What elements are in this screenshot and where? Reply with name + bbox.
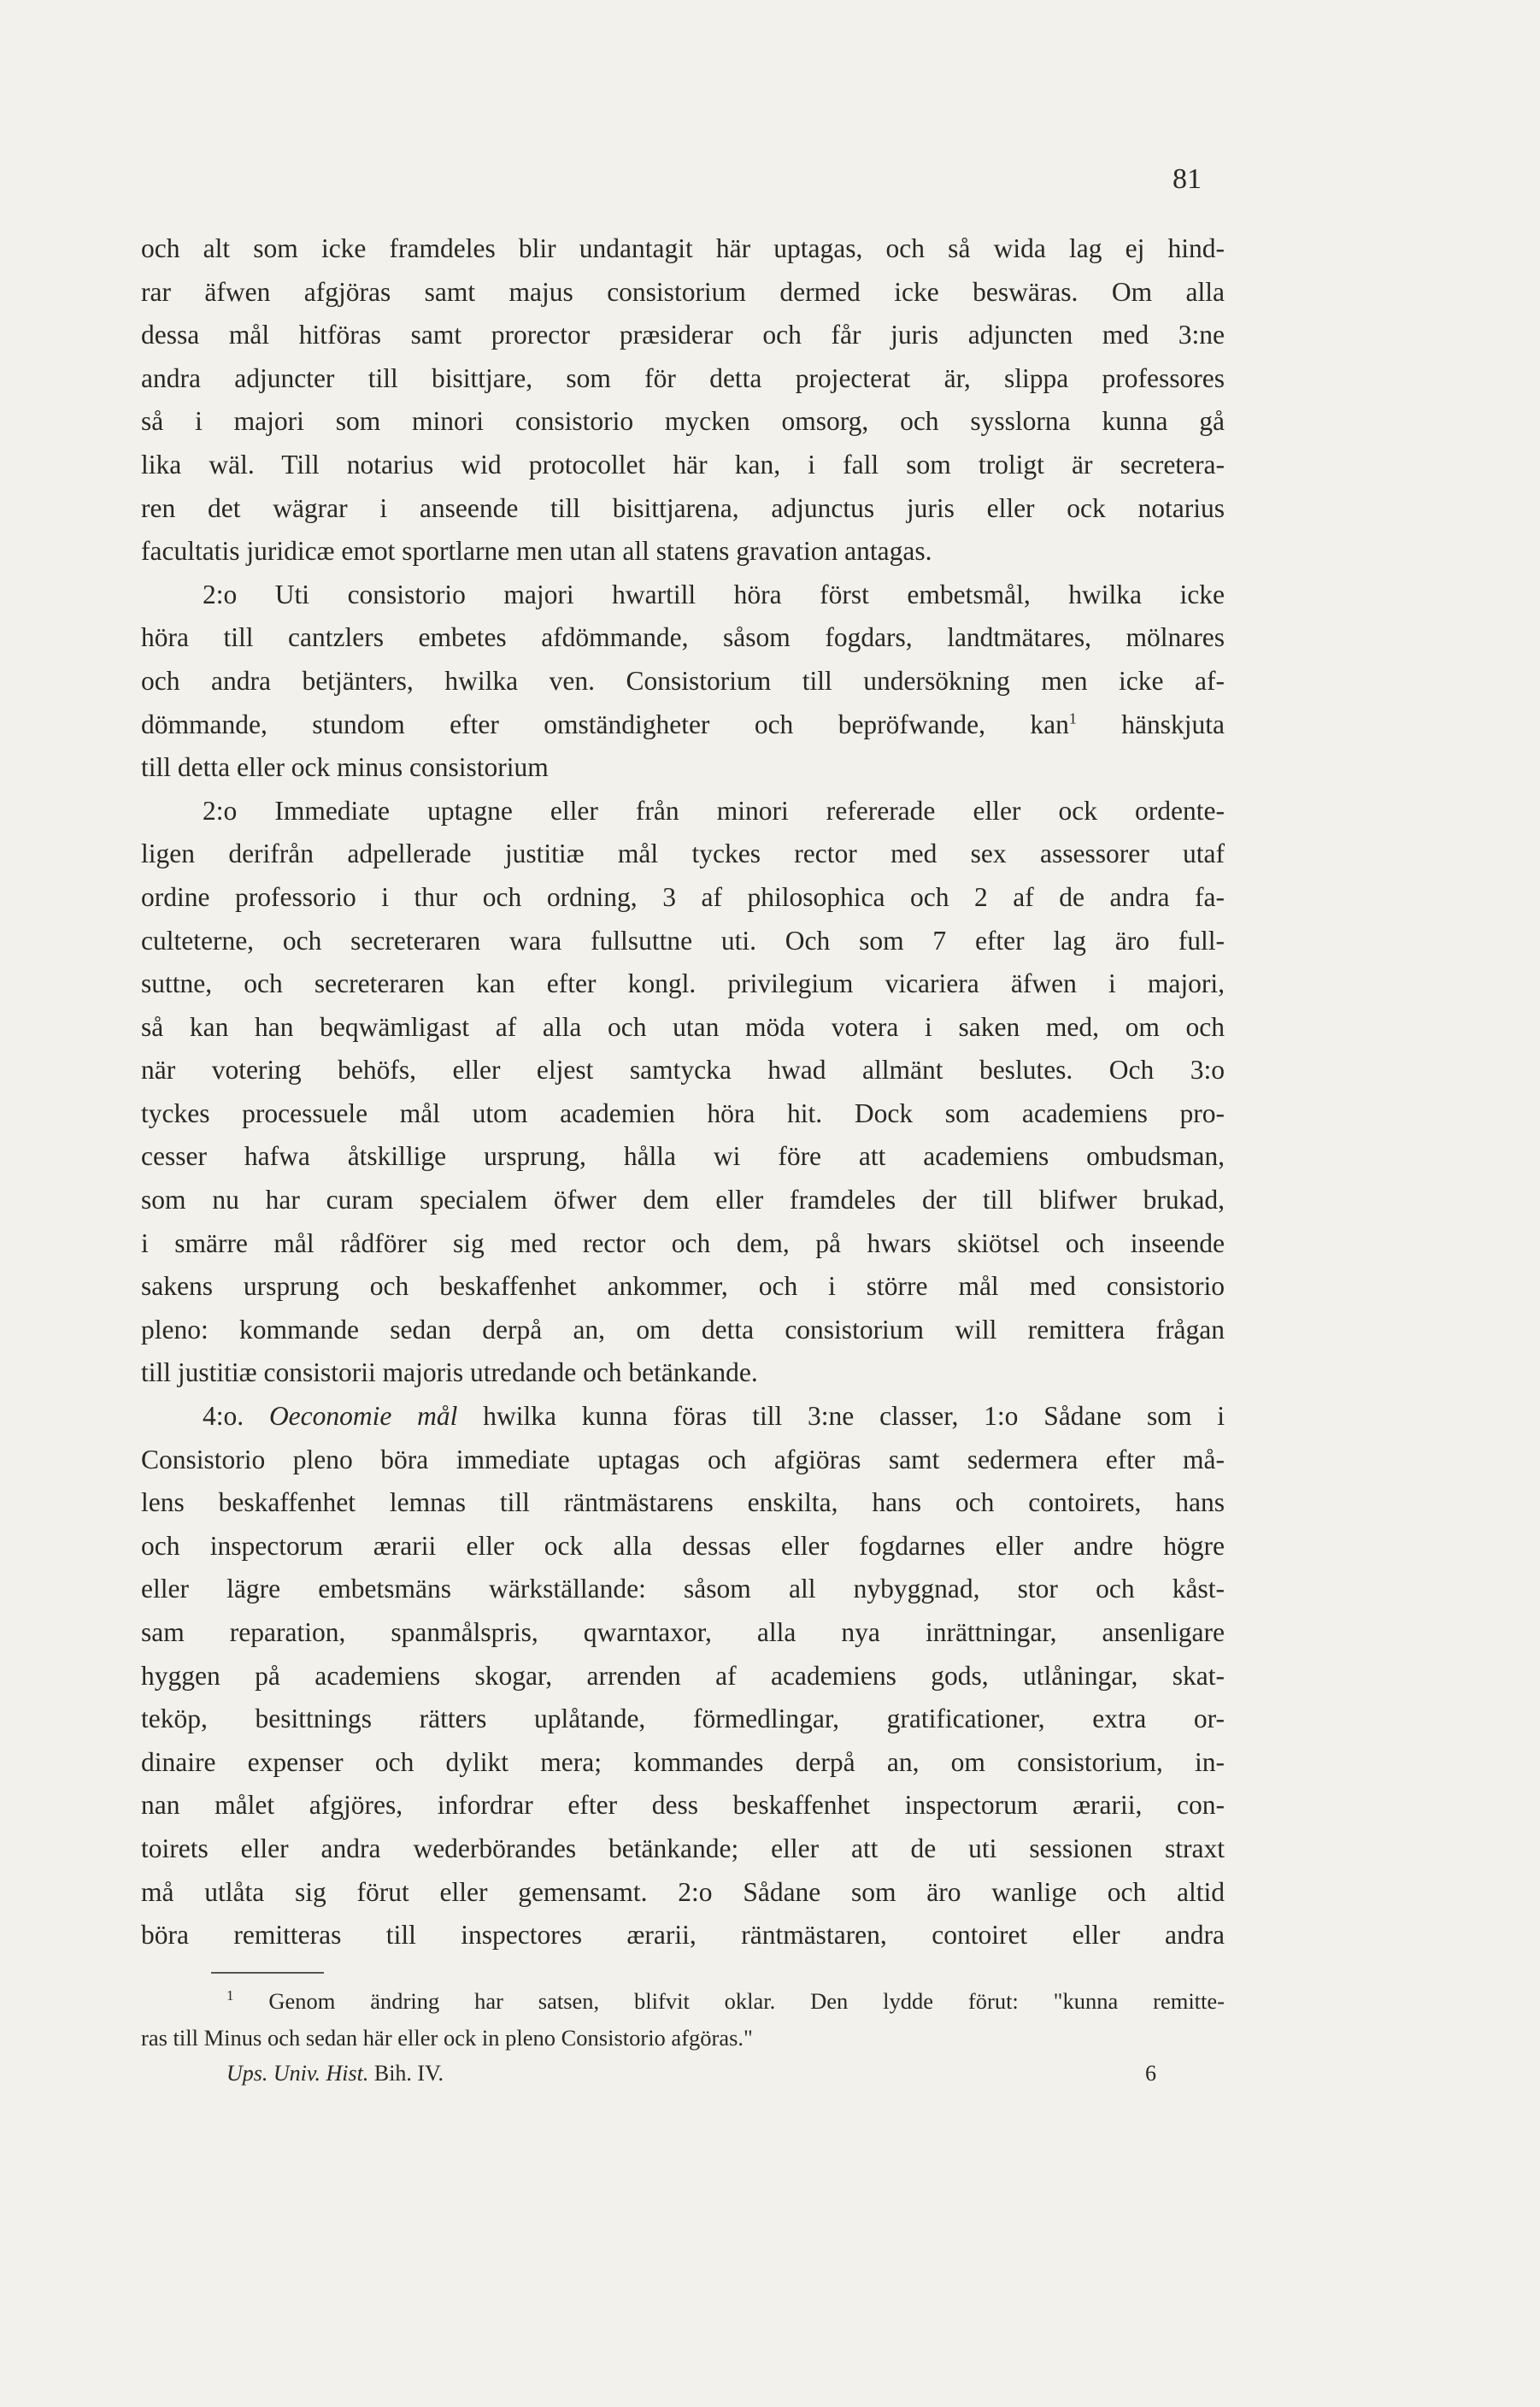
section-heading: Oeconomie mål (268, 1401, 458, 1432)
text-line: teköp, besittnings rätters uplåtande, förmedlingar, gratificationer, extra or- (141, 1704, 1225, 1734)
footnote-reference: 1 (1068, 709, 1077, 727)
text-line: så i majori som minori consistorio mycken omsorg, och sysslorna kunna gå (141, 406, 1225, 437)
text-line: när votering behöfs, eller eljest samtycka hwad allmänt beslutes. Och 3:o (141, 1055, 1225, 1086)
text-line: toirets eller andra wederbörandes betänkande; eller att de uti sessionen straxt (141, 1833, 1225, 1863)
section-number: 4:o. (203, 1401, 244, 1432)
text-line: som nu har curam specialem öfwer dem eller framdeles der till blifwer brukad, (141, 1185, 1225, 1215)
text-line: ligen derifrån adpellerade justitiæ mål tyckes rector med sex assessorer utaf (141, 839, 1225, 869)
footnote-text: Genom ändring har satsen, blifvit oklar. Den lydde förut: "kunna remitte- (268, 1988, 1225, 2014)
text-line: 2:o Immediate uptagne eller från minori refererade eller ock ordente- (203, 795, 1225, 826)
text-line: pleno: kommande sedan derpå an, om detta consistorium will remittera frågan (141, 1314, 1225, 1345)
text-fragment: hänskjuta (1121, 709, 1226, 739)
text-line: culteterne, och secreteraren wara fullsuttne uti. Och som 7 efter lag äro full- (141, 925, 1225, 956)
text-line: suttne, och secreteraren kan efter kongl. privilegium vicariera äfwen i majori, (141, 968, 1225, 999)
text-fragment: hwilka kunna föras till 3:ne classer, 1:o Sådane som i (483, 1401, 1226, 1432)
footnote-line (141, 1983, 1225, 2020)
text-line: eller lägre embetsmäns wärkställande: såsom all nybyggnad, stor och kåst- (141, 1574, 1225, 1604)
text-line: så kan han beqwämligast af alla och utan möda votera i saken med, om och (141, 1011, 1225, 1042)
text-line: dinaire expenser och dylikt mera; kommandes derpå an, om consistorium, in- (141, 1746, 1225, 1777)
text-line: ren det wägrar i anseende till bisittjarena, adjunctus juris eller ock notarius (141, 492, 1225, 523)
text-line: rar äfwen afgjöras samt majus consistorium dermed icke beswäras. Om alla (141, 276, 1225, 307)
text-line: må utlåta sig förut eller gemensamt. 2:o Sådane som äro wanlige och altid (141, 1876, 1225, 1907)
text-line: sam reparation, spanmålspris, qwarntaxor, alla nya inrättningar, ansenligare (141, 1617, 1225, 1647)
text-line: dessa mål hitföras samt prorector præsiderar och får juris adjuncten med 3:ne (141, 320, 1225, 350)
text-line (141, 1395, 1225, 1439)
text-fragment: dömmande, stundom efter omständigheter och bepröfwande, kan (141, 709, 1069, 739)
footnote-divider (211, 1972, 324, 1974)
text-line: andra adjuncter till bisittjare, som för detta projecterat är, slippa professores (141, 362, 1225, 393)
footnote (141, 1983, 1225, 2057)
text-line: ordine professorio i thur och ordning, 3 af philosophica och 2 af de andra fa- (141, 881, 1225, 912)
text-line: höra till cantzlers embetes afdömmande, såsom fogdars, landtmätares, mölnares (141, 622, 1225, 653)
text-line: i smärre mål rådförer sig med rector och dem, på hwars skiötsel och inseende (141, 1227, 1225, 1258)
text-line: och alt som icke framdeles blir undantagit här uptagas, och så wida lag ej hind- (141, 233, 1225, 263)
body-text (141, 227, 1225, 1957)
footnote-marker: 1 (226, 1987, 234, 2004)
signature-title: Ups. Univ. Hist. (226, 2061, 369, 2086)
text-line: nan målet afgjöres, infordrar efter dess beskaffenhet inspectorum ærarii, con- (141, 1790, 1225, 1821)
text-line: och inspectorum ærarii eller ock alla dessas eller fogdarnes eller andre högre (141, 1530, 1225, 1561)
text-line: Consistorio pleno böra immediate uptagas och afgiöras samt sedermera efter må- (141, 1444, 1225, 1474)
text-line: tyckes processuele mål utom academien höra hit. Dock som academiens pro- (141, 1098, 1225, 1128)
text-line: till detta eller ock minus consistorium (141, 752, 549, 783)
text-line: böra remitteras till inspectores ærarii, räntmästaren, contoiret eller andra (141, 1920, 1225, 1951)
text-line: och andra betjänters, hwilka ven. Consistorium till undersökning men icke af- (141, 665, 1225, 696)
text-line: hyggen på academiens skogar, arrenden af academiens gods, utlåningar, skat- (141, 1660, 1225, 1691)
text-line: lens beskaffenhet lemnas till räntmästarens enskilta, hans och contoirets, hans (141, 1487, 1225, 1518)
signature-suffix: Bih. IV. (373, 2061, 444, 2086)
sheet-number: 6 (1145, 2061, 1156, 2086)
footnote-line: ras till Minus och sedan här eller ock in pleno Consistorio afgöras." (141, 2025, 753, 2051)
text-line: sakens ursprung och beskaffenhet ankommer, och i större mål med consistorio (141, 1271, 1225, 1302)
text-line: 2:o Uti consistorio majori hwartill höra först embetsmål, hwilka icke (203, 579, 1225, 609)
page-number: 81 (1173, 163, 1202, 195)
text-line: cesser hafwa åtskillige ursprung, hålla wi före att academiens ombudsman, (141, 1141, 1225, 1172)
text-line: facultatis juridicæ emot sportlarne men utan all statens gravation antagas. (141, 536, 932, 567)
text-line: lika wäl. Till notarius wid protocollet här kan, i fall som troligt är secretera- (141, 449, 1225, 480)
text-line (141, 703, 1225, 747)
signature-mark (226, 2057, 444, 2091)
text-line: till justitiæ consistorii majoris utredande och betänkande. (141, 1357, 758, 1388)
